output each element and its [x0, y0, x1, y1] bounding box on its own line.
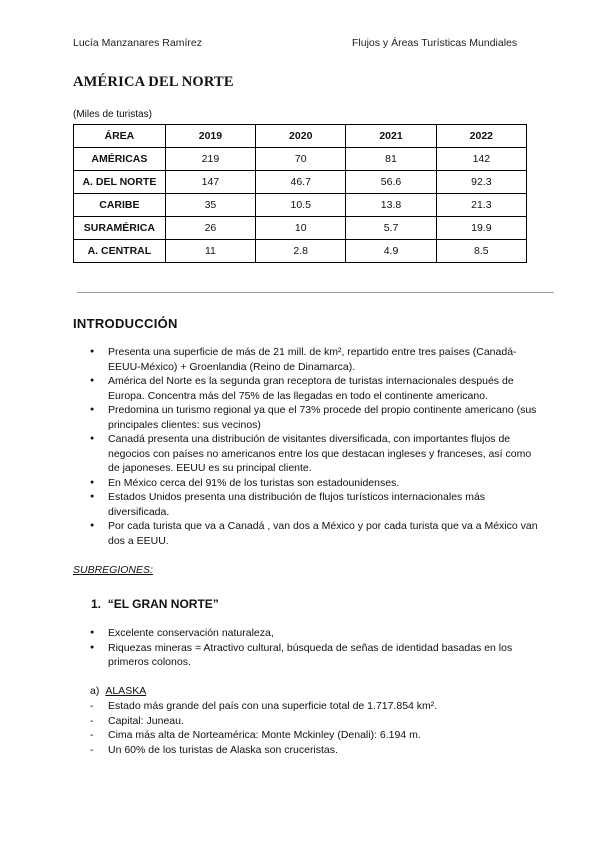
list-item: ● Predomina un turismo regional ya que el 73% procede del propio continente americano (sus principales clientes: sus vecinos) — [90, 403, 542, 432]
section-number: 1. — [91, 597, 102, 611]
table-cell: SURAMÉRICA — [74, 217, 166, 240]
table-row — [74, 194, 527, 217]
alaska-dash-list — [90, 699, 530, 757]
intro-heading: INTRODUCCIÓN — [73, 316, 178, 331]
list-item: ● Presenta una superficie de más de 21 mill. de km², repartido entre tres países (Canadá-EEUU-México) + Groenlandia (Reino de Dinamarca). — [90, 345, 542, 374]
list-item: ● Excelente conservación naturaleza, — [90, 626, 542, 641]
list-item: ● En México cerca del 91% de los turistas son estadounidenses. — [90, 476, 542, 491]
list-item: ● Por cada turista que va a Canadá , van dos a México y por cada turista que va a México van dos a EEUU. — [90, 519, 542, 548]
tourists-table — [73, 124, 527, 263]
header-cell-area: ÁREA — [74, 125, 166, 148]
section-divider — [77, 292, 554, 293]
page-title: AMÉRICA DEL NORTE — [73, 74, 234, 90]
table-cell: 13.8 — [346, 194, 436, 217]
list-item: - Un 60% de los turistas de Alaska son cruceristas. — [90, 743, 530, 758]
header-cell-2021: 2021 — [346, 125, 436, 148]
header-cell-2020: 2020 — [256, 125, 346, 148]
table-cell: 56.6 — [346, 171, 436, 194]
table-cell: 70 — [256, 148, 346, 171]
table-cell: 10 — [256, 217, 346, 240]
list-item: - Estado más grande del país con una superficie total de 1.717.854 km². — [90, 699, 530, 714]
table-cell: 147 — [165, 171, 255, 194]
table-cell: A. CENTRAL — [74, 240, 166, 263]
table-cell: 19.9 — [436, 217, 526, 240]
table-cell: 21.3 — [436, 194, 526, 217]
table-cell: 10.5 — [256, 194, 346, 217]
list-item: ● América del Norte es la segunda gran receptora de turistas internacionales después de Europa. Concentra más del 75% de las llegadas en todo el continente americano. — [90, 374, 542, 403]
table-cell: 142 — [436, 148, 526, 171]
table-cell: A. DEL NORTE — [74, 171, 166, 194]
subsection-alaska — [90, 685, 146, 697]
table-cell: 4.9 — [346, 240, 436, 263]
table-row — [74, 217, 527, 240]
header-course: Flujos y Áreas Turísticas Mundiales — [352, 37, 518, 49]
list-item: - Cima más alta de Norteamérica: Monte Mckinley (Denali): 6.194 m. — [90, 728, 530, 743]
subregions-label-colon: : — [150, 564, 153, 576]
table-cell: 35 — [165, 194, 255, 217]
intro-bullet-list — [90, 345, 542, 548]
section-heading — [91, 597, 219, 611]
table-units: (Miles de turistas) — [73, 109, 152, 120]
table-cell: 5.7 — [346, 217, 436, 240]
list-item: ● Canadá presenta una distribución de visitantes diversificada, con importantes flujos de negocios con países no americanos entre los que destacan ingleses y franceses, así como de japoneses. EEUU es su principal cliente. — [90, 432, 542, 476]
table-cell: CARIBE — [74, 194, 166, 217]
header-author: Lucía Manzanares Ramírez — [73, 37, 202, 49]
subsection-label: ALASKA — [105, 685, 147, 697]
table-cell: AMÉRICAS — [74, 148, 166, 171]
table-header-row — [74, 125, 527, 148]
subregions-label — [73, 564, 153, 576]
table-row — [74, 240, 527, 263]
section-title: “EL GRAN NORTE” — [107, 597, 219, 611]
table-row — [74, 171, 527, 194]
gran-norte-bullet-list — [90, 626, 542, 670]
list-item: ● Estados Unidos presenta una distribución de flujos turísticos internacionales más diversificada. — [90, 490, 542, 519]
table-cell: 2.8 — [256, 240, 346, 263]
table-cell: 26 — [165, 217, 255, 240]
list-item: ● Riquezas mineras = Atractivo cultural, búsqueda de señas de identidad basadas en los primeros colonos. — [90, 641, 542, 670]
header-cell-2022: 2022 — [436, 125, 526, 148]
table-cell: 92.3 — [436, 171, 526, 194]
header-cell-2019: 2019 — [165, 125, 255, 148]
table-row — [74, 148, 527, 171]
subregions-label-text: SUBREGIONES — [73, 564, 151, 576]
list-item: - Capital: Juneau. — [90, 714, 530, 729]
table-cell: 11 — [165, 240, 255, 263]
table-cell: 46.7 — [256, 171, 346, 194]
table-cell: 81 — [346, 148, 436, 171]
table-cell: 219 — [165, 148, 255, 171]
subsection-marker: a) — [90, 685, 100, 697]
table-cell: 8.5 — [436, 240, 526, 263]
